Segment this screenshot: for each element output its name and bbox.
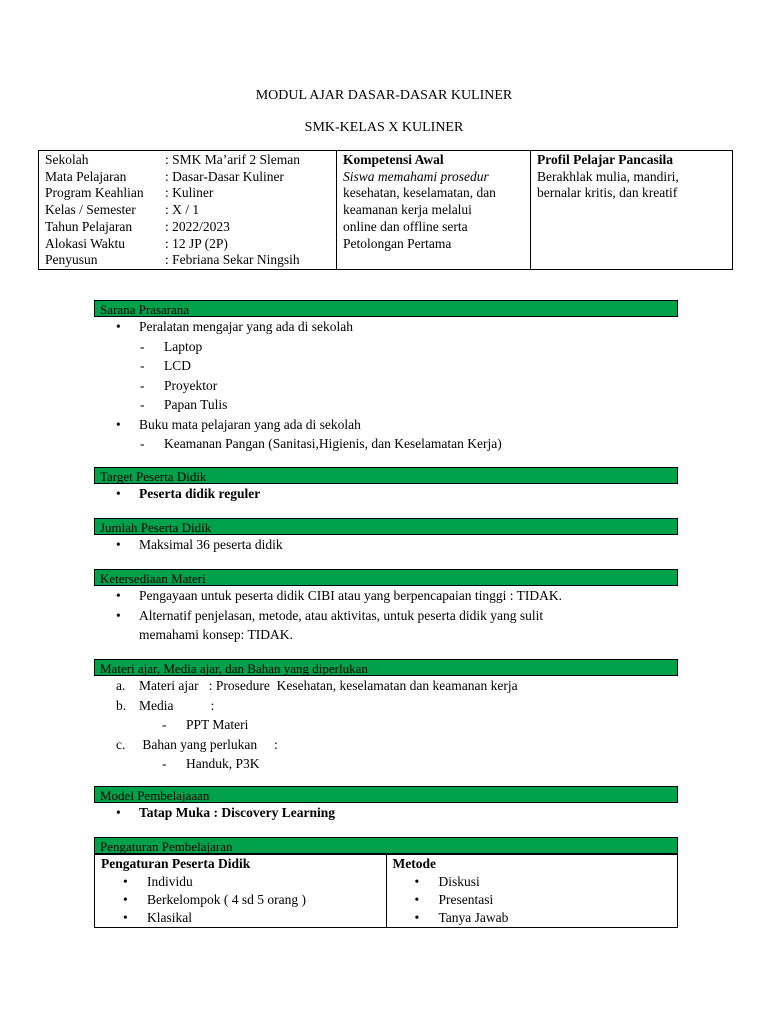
list-item: Klasikal [147,910,192,925]
list-marker: c. [116,736,126,752]
section-pengaturan [94,837,678,928]
section-bar: Ketersediaan Materi [94,569,678,586]
info-label: Program Keahlian [45,185,144,201]
profil-cell [531,151,733,270]
info-value: : 12 JP (2P) [165,235,228,251]
list-item: Media : [139,697,215,713]
info-row [45,169,330,186]
info-label: Mata Pelajaran [45,168,127,184]
section-jumlah [94,518,678,555]
pengaturan-right-cell [386,855,678,928]
profil-line: Berakhlak mulia, mandiri, [537,168,679,184]
info-value: : 2022/2023 [165,218,230,234]
list-item: Tatap Muka : Discovery Learning [139,805,336,820]
info-row [45,202,330,219]
profil-line: bernalar kritis, dan kreatif [537,185,678,201]
profil-heading: Profil Pelajar Pancasila [537,152,673,167]
section-bar: Jumlah Peserta Didik [94,518,678,535]
info-row [45,152,330,169]
info-value: : Febriana Sekar Ningsih [165,252,300,268]
info-label: Sekolah [45,152,89,167]
dash-icon: - [140,338,145,354]
bullet-icon: • [116,319,121,334]
list-marker: a. [116,678,126,693]
section-bar: Materi ajar, Media ajar, dan Bahan yang diperlukan [94,659,678,676]
dash-icon: - [140,436,145,451]
info-label: Tahun Pelajaran [45,218,133,234]
list-item: Peralatan mengajar yang ada di sekolah [139,319,354,334]
document-title: MODUL AJAR DASAR-DASAR KULINER [255,88,513,103]
bullet-icon: • [116,588,121,603]
bullet-icon: • [116,486,121,501]
pengaturan-left-cell [95,855,387,928]
section-model [94,786,678,823]
bullet-icon: • [116,537,121,552]
kompetensi-line: kesehatan, keselamatan, dan [343,185,496,201]
dash-icon: - [162,717,167,732]
list-item: Buku mata pelajaran yang ada di sekolah [139,416,361,432]
bullet-icon: • [414,874,420,889]
bullet-icon: • [123,874,128,889]
info-row [45,236,330,253]
list-item: Alternatif penjelasan, metode, atau aktivitas, untuk peserta didik yang sulit [139,607,544,623]
info-value: : Dasar-Dasar Kuliner [165,168,284,184]
dash-icon: - [140,397,145,412]
dash-icon: - [162,756,167,771]
bullet-icon: • [414,910,420,925]
list-item: Tanya Jawab [438,910,509,925]
bullet-icon: • [123,892,128,907]
info-row [45,219,330,236]
dash-icon: - [140,358,145,373]
section-target [94,467,678,504]
info-value: : X / 1 [165,202,200,218]
list-item: Materi ajar : Prosedure Kesehatan, keselamatan dan keamanan kerja [139,678,518,693]
kompetensi-line: Siswa memahami prosedur [343,168,489,184]
kompetensi-line: Petolongan Pertama [343,235,452,251]
list-item: Laptop [164,338,203,354]
info-row [45,252,330,269]
section-materi [94,659,678,774]
list-item: Individu [147,874,193,889]
pengaturan-table [94,854,678,928]
info-label: Penyusun [45,252,98,268]
list-item: Keamanan Pangan (Sanitasi,Higienis, dan Keselamatan Kerja) [164,436,502,451]
list-item: Papan Tulis [164,397,228,412]
kompetensi-heading: Kompetensi Awal [343,152,444,167]
section-bar: Sarana Prasarana [94,300,678,317]
list-item: Maksimal 36 peserta didik [139,537,283,552]
list-item: Peserta didik reguler [139,486,261,501]
bullet-icon: • [123,910,128,925]
dash-icon: - [140,377,145,393]
kompetensi-cell [337,151,531,270]
document-subtitle: SMK-KELAS X KULINER [304,120,464,135]
list-item: Handuk, P3K [186,756,260,771]
list-item: Presentasi [438,892,494,907]
identity-cell [39,151,337,270]
section-sarana [94,300,678,454]
section-bar: Pengaturan Pembelajaran [94,837,678,854]
bullet-icon: • [116,805,121,820]
list-item: LCD [164,358,191,373]
kompetensi-line: keamanan kerja melalui [343,202,472,218]
info-label: Alokasi Waktu [45,235,126,251]
kompetensi-line: online dan offline serta [343,218,468,234]
pengaturan-right-heading: Metode [392,856,436,871]
bullet-icon: • [116,416,121,432]
list-item-continuation: memahami konsep: TIDAK. [139,627,293,642]
list-item: Proyektor [164,377,218,393]
list-item: PPT Materi [186,717,249,732]
info-value: : Kuliner [165,185,214,201]
info-label: Kelas / Semester [45,202,136,218]
list-marker: b. [116,697,127,713]
pengaturan-left-heading: Pengaturan Peserta Didik [101,856,251,871]
section-ketersediaan [94,569,678,645]
info-value: : SMK Ma’arif 2 Sleman [165,152,300,167]
section-bar: Model Pembelajaaan [94,786,678,803]
section-bar: Target Peserta Didik [94,467,678,484]
identity-table [38,150,733,270]
bullet-icon: • [116,607,121,623]
info-row [45,185,330,202]
bullet-icon: • [414,892,420,907]
list-item: Pengayaan untuk peserta didik CIBI atau yang berpencapaian tinggi : TIDAK. [139,588,563,603]
list-item: Diskusi [438,874,480,889]
list-item: Berkelompok ( 4 sd 5 orang ) [147,892,306,907]
list-item: Bahan yang perlukan : [139,736,278,752]
